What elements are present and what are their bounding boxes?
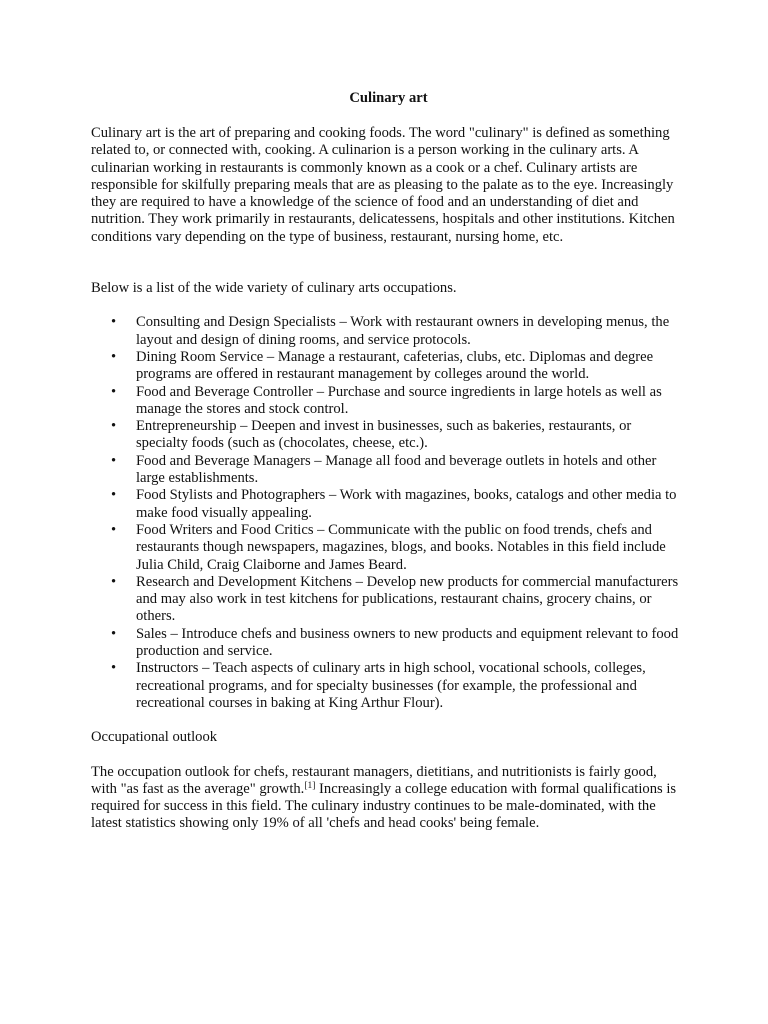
list-item-text: Entrepreneurship – Deepen and invest in businesses, such as bakeries, restaurants, or specialty foods (such as (chocolates, cheese, etc.).: [136, 418, 632, 452]
bullet-icon: •: [111, 314, 117, 331]
bullet-icon: •: [111, 418, 117, 435]
list-item: [91, 574, 686, 626]
bullet-icon: •: [111, 452, 117, 469]
bullet-icon: •: [111, 573, 117, 590]
list-item: [91, 349, 686, 384]
list-item: [91, 453, 686, 488]
list-item-text: Food and Beverage Controller – Purchase and source ingredients in large hotels as well as manage the stores and stock control.: [136, 383, 662, 417]
list-item: [91, 522, 686, 574]
list-item: [91, 487, 686, 522]
list-item: [91, 314, 686, 349]
occupations-list: [91, 314, 686, 712]
list-item: [91, 384, 686, 419]
bullet-icon: •: [111, 348, 117, 365]
list-item: [91, 418, 686, 453]
bullet-icon: •: [111, 383, 117, 400]
outlook-text-end: Increasingly a college education with formal qualifications is required for success in this field. The culinary industry continues to be male-dominated, with the latest statistics showing only 19% of all 'chefs and head cooks' being female.: [91, 780, 677, 832]
outlook-paragraph: [91, 764, 686, 833]
list-item-text: Dining Room Service – Manage a restaurant, cafeterias, clubs, etc. Diplomas and degree programs are offered in restaurant management by colleges around the world.: [136, 348, 654, 383]
bullet-icon: •: [111, 625, 117, 642]
bullet-icon: •: [111, 487, 117, 504]
list-item-text: Sales – Introduce chefs and business owners to new products and equipment relevant to food production and service.: [136, 625, 679, 660]
outlook-text-start: The occupation outlook for chefs, restaurant managers, dietitians, and nutritionists is fairly good, with "as fast as the average" growth.: [91, 763, 657, 797]
list-item: [91, 660, 686, 712]
page-title: Culinary art: [349, 90, 428, 106]
bullet-icon: •: [111, 660, 117, 677]
list-item: [91, 626, 686, 661]
intro-paragraph: Culinary art is the art of preparing and cooking foods. The word "culinary" is defined as something related to, or connected with, cooking. A culinarion is a person working in the culinary arts. A culinarian working in restaurants is commonly known as a cook or a chef. Culinary artists are responsible for skilfully preparing meals that are as pleasing to the palate as to the eye. Increasingly they are required to have a knowledge of the science of food and an understanding of diet and nutrition. They work primarily in restaurants, delicatessens, hospitals and other institutions. Kitchen conditions vary depending on the type of business, restaurant, nursing home, etc.: [91, 125, 675, 245]
bullet-icon: •: [111, 521, 117, 538]
list-item-text: Instructors – Teach aspects of culinary arts in high school, vocational schools, colleges, recreational programs, and for specialty businesses (for example, the professional and recreational courses in baking at King Arthur Flour).: [136, 660, 646, 711]
list-item-text: Consulting and Design Specialists – Work with restaurant owners in developing menus, the layout and design of dining rooms, and service protocols.: [136, 314, 670, 348]
list-intro-paragraph: Below is a list of the wide variety of culinary arts occupations.: [91, 280, 457, 297]
list-item-text: Food and Beverage Managers – Manage all food and beverage outlets in hotels and other large establishments.: [136, 452, 657, 487]
section-heading-outlook: Occupational outlook: [91, 729, 218, 746]
list-item-text: Research and Development Kitchens – Develop new products for commercial manufacturers and may also work in test kitchens for publications, restaurant chains, grocery chains, or others.: [136, 573, 679, 625]
list-item-text: Food Stylists and Photographers – Work with magazines, books, catalogs and other media to make food visually appealing.: [136, 487, 677, 521]
list-item-text: Food Writers and Food Critics – Communicate with the public on food trends, chefs and restaurants though newspapers, magazines, blogs, and books. Notables in this field include Julia Child, Craig Claiborne and James Beard.: [136, 521, 666, 573]
reference-link[interactable]: [1]: [304, 780, 316, 791]
document-page: [91, 90, 686, 833]
